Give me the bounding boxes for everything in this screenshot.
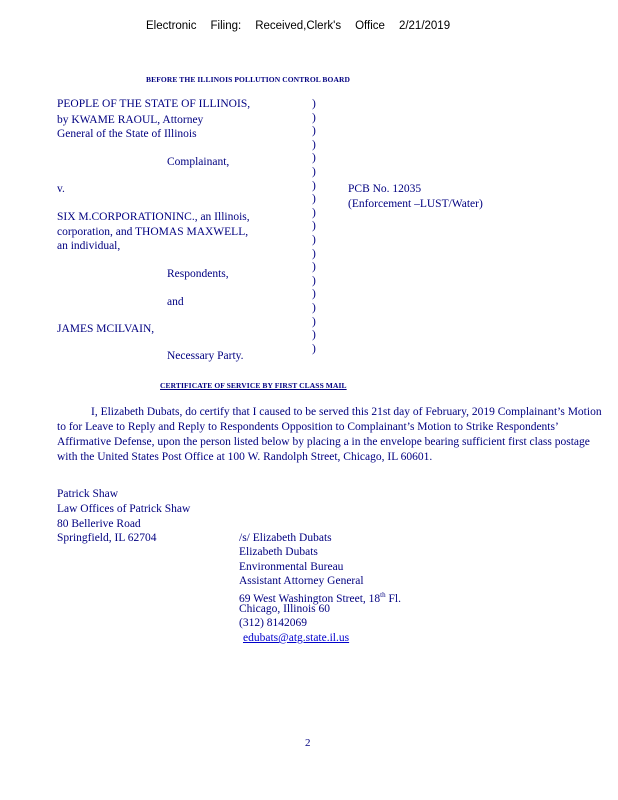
stamp-electronic: Electronic (146, 20, 197, 32)
recipient-city: Springfield, IL 62704 (57, 532, 157, 544)
paren: ) (312, 193, 316, 206)
board-title: BEFORE THE ILLINOIS POLLUTION CONTROL BOARD (146, 75, 350, 84)
signer-city: Chicago, Illinois 60 (239, 603, 331, 615)
case-type: (Enforcement –LUST/Water) (348, 198, 483, 210)
complainant-line-3: General of the State of Illinois (57, 128, 197, 140)
caption-paren-column (312, 98, 316, 356)
respondent-role: Respondents, (167, 268, 229, 280)
complainant-role: Complainant, (167, 156, 230, 168)
signature-line: /s/ Elizabeth Dubats (239, 532, 332, 544)
stamp-date: 2/21/2019 (398, 20, 451, 32)
paren: ) (312, 261, 316, 274)
electronic-filing-stamp (146, 20, 450, 32)
paren: ) (312, 329, 316, 342)
certificate-body: I, Elizabeth Dubats, do certify that I caused to be served this 21st day of February, 2019 Complainant’s Motion to for Leave to Reply and Reply to Respondents Opposition to Complainant’s Motion to Strike Respondents’ Affirmative Defense, upon the person listed below by placing a in the envelope bearing sufficient first class postage with the United States Post Office at 100 W. Randolph Street, Chicago, IL 60601. (57, 406, 602, 463)
respondent-line-2: corporation, and THOMAS MAXWELL, (57, 226, 249, 238)
paren: ) (312, 179, 316, 192)
signer-phone: (312) 8142069 (239, 617, 308, 629)
paren: ) (312, 233, 316, 246)
necessary-party-name: JAMES MCILVAIN, (57, 323, 155, 335)
signer-street-sup: th (380, 591, 386, 599)
paren: ) (312, 125, 316, 138)
signer-name: Elizabeth Dubats (239, 546, 318, 558)
versus: v. (57, 183, 65, 195)
signer-title: Assistant Attorney General (239, 575, 364, 587)
paren: ) (312, 138, 316, 151)
signer-street-main: 69 West Washington Street, 18 (239, 592, 381, 605)
paren: ) (312, 220, 316, 233)
stamp-office: Office (355, 20, 385, 32)
signer-bureau: Environmental Bureau (239, 561, 344, 573)
paren: ) (312, 342, 316, 355)
respondent-line-1: SIX M.CORPORATIONINC., an Illinois, (57, 211, 250, 223)
complainant-line-2: by KWAME RAOUL, Attorney (57, 114, 204, 126)
recipient-name: Patrick Shaw (57, 488, 119, 500)
signer-street-tail: Fl. (385, 592, 401, 605)
recipient-street: 80 Bellerive Road (57, 518, 141, 530)
paren: ) (312, 206, 316, 219)
paren: ) (312, 98, 316, 110)
page-number: 2 (305, 737, 311, 749)
paren: ) (312, 152, 316, 165)
complainant-line-1: PEOPLE OF THE STATE OF ILLINOIS, (57, 98, 251, 110)
paren: ) (312, 301, 316, 314)
case-number: PCB No. 12035 (348, 183, 422, 195)
paren: ) (312, 165, 316, 178)
paren: ) (312, 315, 316, 328)
recipient-firm: Law Offices of Patrick Shaw (57, 503, 191, 515)
necessary-party-role: Necessary Party. (167, 350, 244, 362)
paren: ) (312, 288, 316, 301)
stamp-filing: Filing: (210, 20, 242, 32)
paren: ) (312, 274, 316, 287)
paren: ) (312, 247, 316, 260)
stamp-received: Received,Clerk's (255, 20, 342, 32)
respondent-line-3: an individual, (57, 240, 121, 252)
and-conjunction: and (167, 296, 184, 308)
signer-email-link[interactable]: edubats@atg.state.il.us (243, 632, 350, 644)
certificate-title: CERTIFICATE OF SERVICE BY FIRST CLASS MAIL (160, 381, 347, 390)
paren: ) (312, 111, 316, 124)
